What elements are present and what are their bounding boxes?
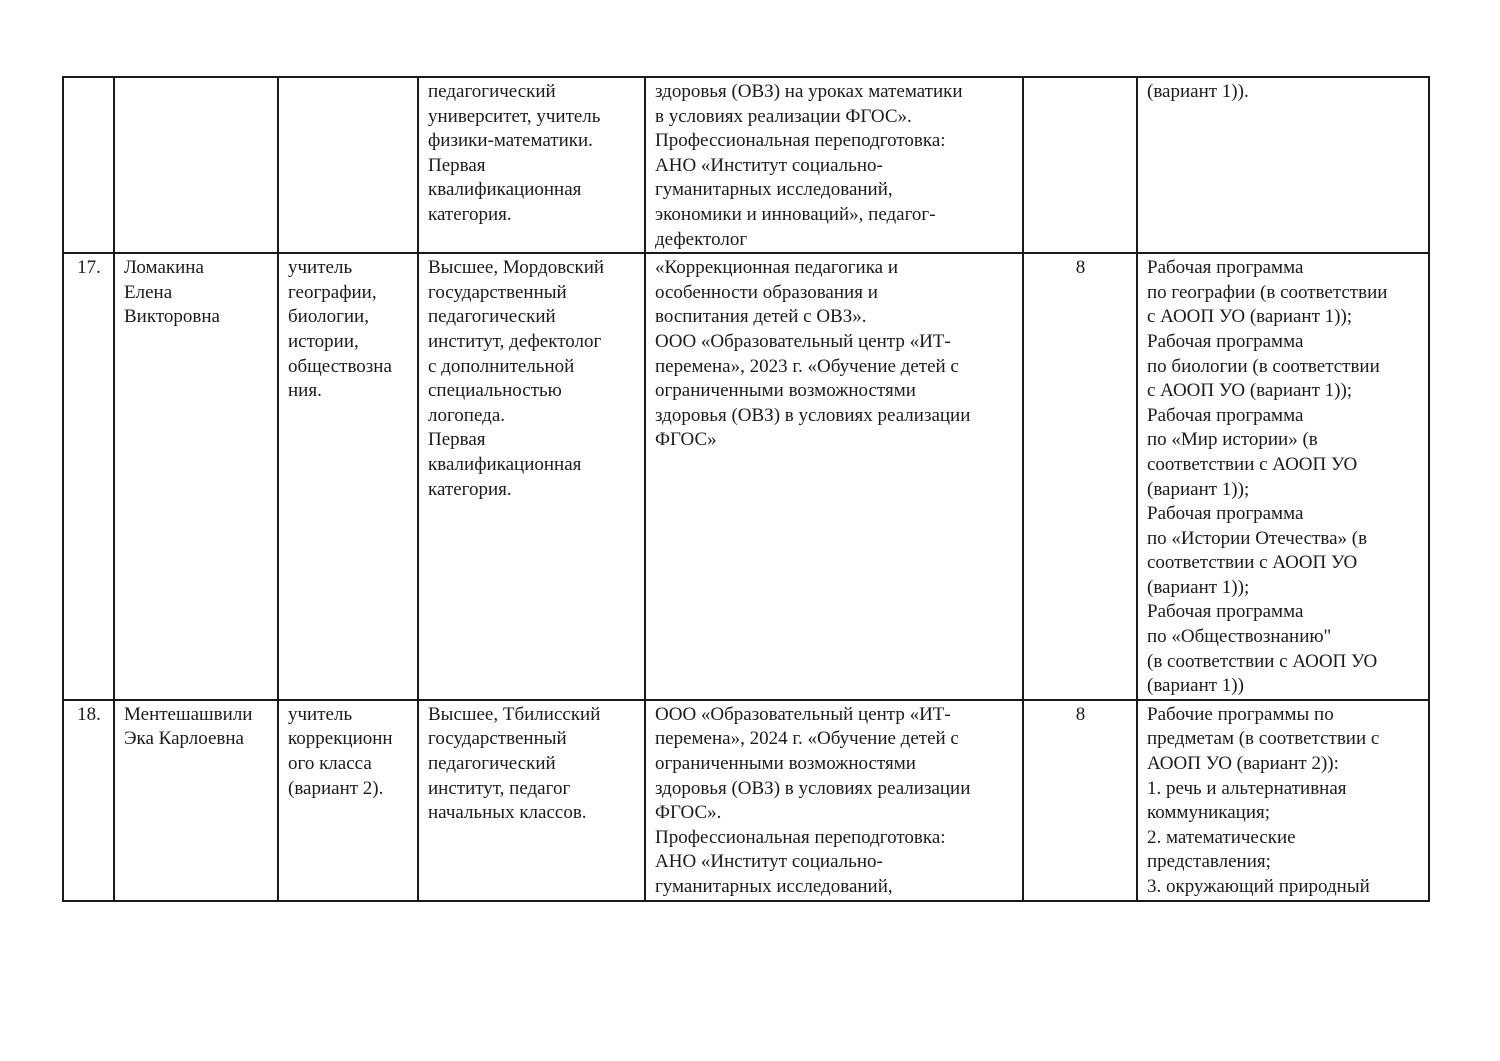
teacher-hours: 8 [1023,253,1137,700]
teacher-training: «Коррекционная педагогика и особенности образования и воспитания детей с ОВЗ». ООО «Образовательный центр «ИТ- перемена», 2023 г. «Обучение детей с ограниченными возможностями здоровья (ОВЗ) в условиях реализации ФГОС» [645,253,1023,700]
teacher-training: здоровья (ОВЗ) на уроках математики в условиях реализации ФГОС». Профессиональная переподготовка: АНО «Институт социально- гуманитарных исследований, экономики и инноваций», педагог- дефектолог [645,77,1023,253]
teacher-education: педагогический университет, учитель физики-математики. Первая квалификационная категория. [418,77,645,253]
teacher-programs: Рабочие программы по предметам (в соответствии с АООП УО (вариант 2)): 1. речь и альтернативная коммуникация; 2. математические представления; 3. окружающий природный [1137,700,1429,901]
teacher-name: Ментешашвили Эка Карлоевна [114,700,278,901]
teacher-hours [1023,77,1137,253]
teacher-training: ООО «Образовательный центр «ИТ- перемена», 2024 г. «Обучение детей с ограниченными возможностями здоровья (ОВЗ) в условиях реализации ФГОС». Профессиональная переподготовка: АНО «Институт социально- гуманитарных исследований, [645,700,1023,901]
teacher-position: учитель географии, биологии, истории, обществозна ния. [278,253,418,700]
staff-table [62,76,1430,902]
teacher-position: учитель коррекционн ого класса (вариант 2). [278,700,418,901]
table-row [63,253,1429,700]
row-number: 17. [63,253,114,700]
teacher-position [278,77,418,253]
teacher-programs: (вариант 1)). [1137,77,1429,253]
table-row [63,700,1429,901]
teacher-education: Высшее, Мордовский государственный педагогический институт, дефектолог с дополнительной специальностью логопеда. Первая квалификационная категория. [418,253,645,700]
teacher-name [114,77,278,253]
table-row-continuation [63,77,1429,253]
teacher-programs: Рабочая программа по географии (в соответствии с АООП УО (вариант 1)); Рабочая программа по биологии (в соответствии с АООП УО (вариант 1)); Рабочая программа по «Мир истории» (в соответствии с АООП УО (вариант 1)); Рабочая программа по «Истории Отечества» (в соответствии с АООП УО (вариант 1)); Рабочая программа по «Обществознанию" (в соответствии с АООП УО (вариант 1)) [1137,253,1429,700]
row-number: 18. [63,700,114,901]
teacher-name: Ломакина Елена Викторовна [114,253,278,700]
teacher-education: Высшее, Тбилисский государственный педагогический институт, педагог начальных классов. [418,700,645,901]
teacher-hours: 8 [1023,700,1137,901]
row-number [63,77,114,253]
